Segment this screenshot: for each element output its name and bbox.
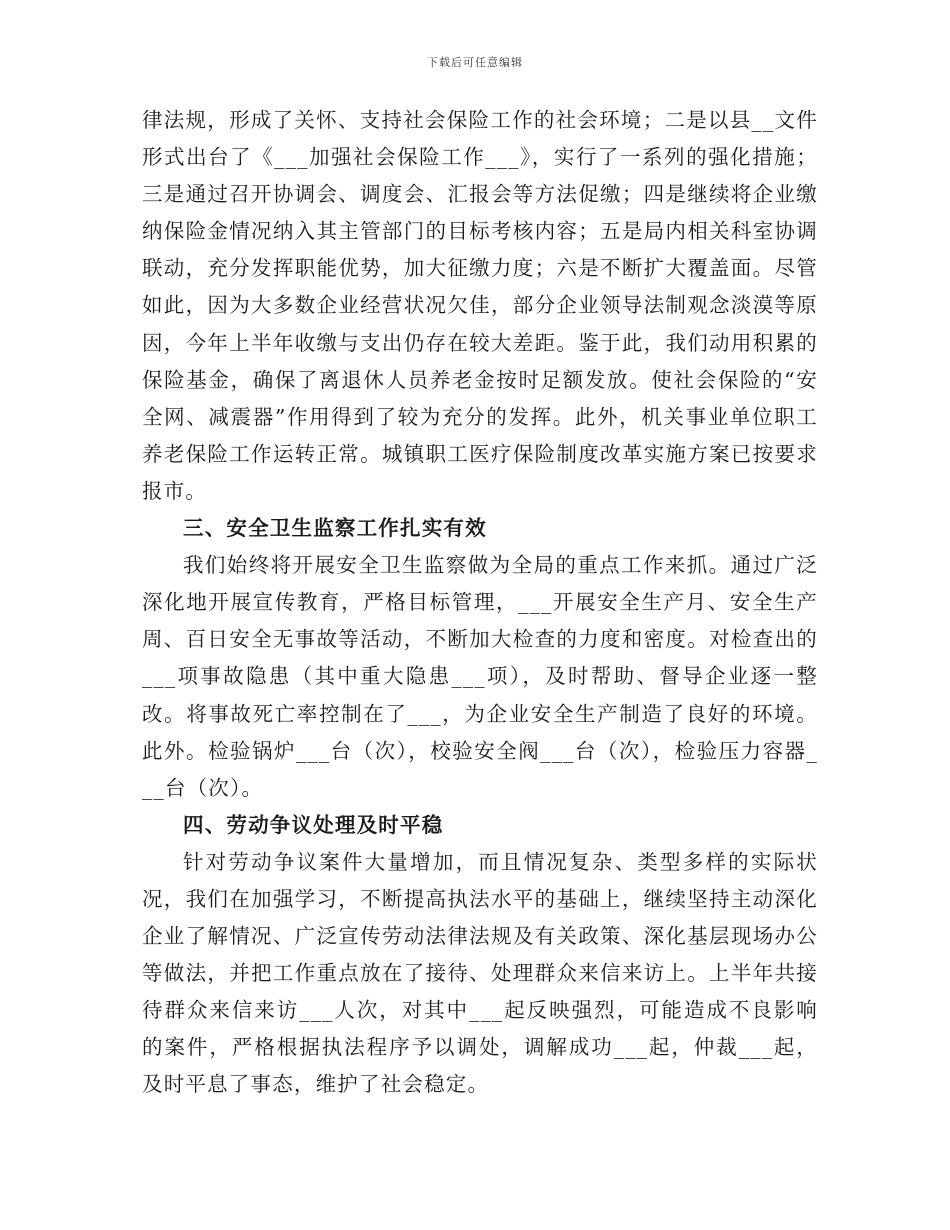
paragraph-labor-disputes: 针对劳动争议案件大量增加，而且情况复杂、类型多样的实际状况，我们在加强学习，不断提高执法水平的基础上，继续坚持主动深化企业了解情况、广泛宣传劳动法律法规及有关政策、深化基层现场办公等做法，并把工作重点放在了接待、处理群众来信来访上。上半年共接待群众来信来访___人次，对其中___起反映强烈，可能造成不良影响的案件，严格根据执法程序予以调处，调解成功___起，仲裁___起，及时平息了事态，维护了社会稳定。 [142, 849, 818, 1097]
page-header: 下载后可任意编辑 [427, 56, 523, 69]
paragraph-safety-inspection: 我们始终将开展安全卫生监察做为全局的重点工作来抓。通过广泛深化地开展宣传教育，严格目标管理，___开展安全生产月、安全生产周、百日安全无事故等活动，不断加大检查的力度和密度。对检查出的___项事故隐患（其中重大隐患___项），及时帮助、督导企业逐一整改。将事故死亡率控制在了___，为企业安全生产制造了良好的环境。此外。检验锅炉___台（次），校验安全阀___台（次），检验压力容器___台（次）。 [142, 553, 818, 800]
section-heading-labor-disputes: 四、劳动争议处理及时平稳 [183, 812, 444, 837]
section-heading-safety-inspection: 三、安全卫生监察工作扎实有效 [183, 516, 487, 541]
document-body [142, 102, 818, 1104]
paragraph-social-insurance-continued: 律法规，形成了关怀、支持社会保险工作的社会环境；二是以县__文件形式出台了《___加强社会保险工作___》，实行了一系列的强化措施；三是通过召开协调会、调度会、汇报会等方法促缴；四是继续将企业缴纳保险金情况纳入其主管部门的目标考核内容；五是局内相关科室协调联动，充分发挥职能优势，加大征缴力度；六是不断扩大覆盖面。尽管如此，因为大多数企业经营状况欠佳，部分企业领导法制观念淡漠等原因，今年上半年收缴与支出仍存在较大差距。鉴于此，我们动用积累的保险基金，确保了离退休人员养老金按时足额发放。使社会保险的“安全网、减震器”作用得到了较为充分的发挥。此外，机关事业单位职工养老保险工作运转正常。城镇职工医疗保险制度改革实施方案已按要求报市。 [142, 108, 818, 503]
